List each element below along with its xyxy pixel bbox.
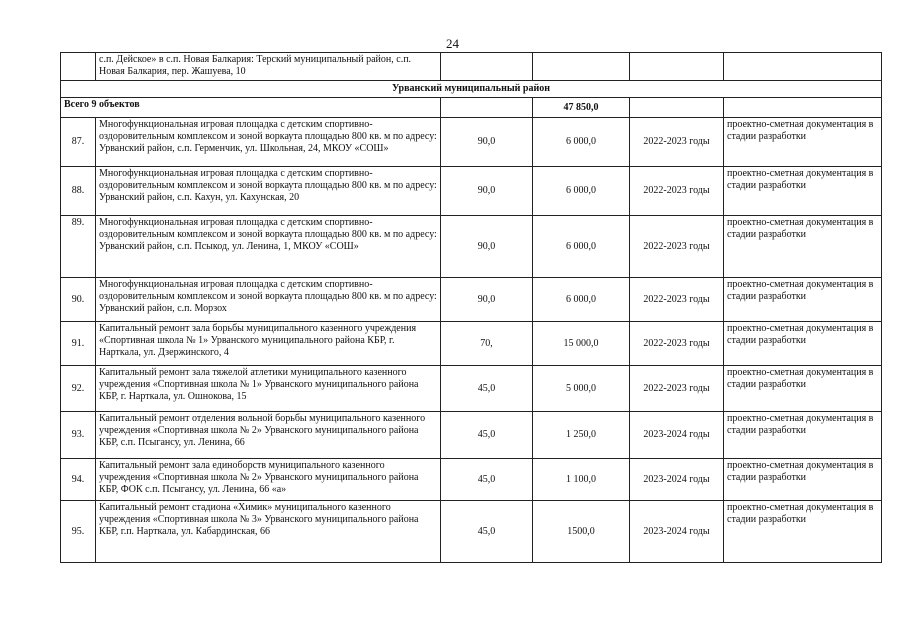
cost-value: 15 000,0 <box>533 322 630 366</box>
cost-value: 5 000,0 <box>533 366 630 412</box>
row-number: 92. <box>61 366 96 412</box>
capacity-value: 45,0 <box>441 412 533 459</box>
carry-status-cell <box>724 53 882 81</box>
status-value: проектно-сметная документация в стадии разработки <box>724 459 882 501</box>
object-name: Капитальный ремонт зала тяжелой атлетики муниципального казенного учреждения «Спортивная школа № 1» Урванского муниципального района КБР, г. Нарткала, ул. Ошнокова, 15 <box>96 366 441 412</box>
capacity-value: 45,0 <box>441 459 533 501</box>
objects-table <box>60 52 882 563</box>
capacity-value: 90,0 <box>441 278 533 322</box>
table-row <box>61 459 882 501</box>
carry-period-cell <box>630 53 724 81</box>
carry-name-cell: с.п. Дейское» в с.п. Новая Балкария: Терский муниципальный район, с.п. Новая Балкария, пер. Жашуева, 10 <box>96 53 441 81</box>
page-number: 24 <box>446 36 459 51</box>
object-name: Многофункциональная игровая площадка с детским спортивно-оздоровительным комплексом и зоной воркаута площадью 800 кв. м по адресу: Урванский район, с.п. Герменчик, ул. Школьная, 24, МКОУ «СОШ» <box>96 118 441 167</box>
status-value: проектно-сметная документация в стадии разработки <box>724 216 882 278</box>
section-row <box>61 81 882 98</box>
total-row <box>61 98 882 118</box>
object-name: Капитальный ремонт стадиона «Химик» муниципального казенного учреждения «Спортивная школа № 3» Урванского муниципального района КБР, г.п. Нарткала, ул. Кабардинская, 66 <box>96 501 441 563</box>
object-name: Капитальный ремонт зала единоборств муниципального казенного учреждения «Спортивная школа № 2» Урванского муниципального района КБР, ФОК с.п. Псыгансу, ул. Ленина, 66 «а» <box>96 459 441 501</box>
object-name: Многофункциональная игровая площадка с детским спортивно-оздоровительным комплексом и зоной воркаута площадью 800 кв. м по адресу: Урванский район, с.п. Морзох <box>96 278 441 322</box>
table-row <box>61 118 882 167</box>
table-row <box>61 366 882 412</box>
carry-cost-cell <box>533 53 630 81</box>
table-row <box>61 322 882 366</box>
status-value: проектно-сметная документация в стадии разработки <box>724 366 882 412</box>
capacity-value: 70, <box>441 322 533 366</box>
status-value: проектно-сметная документация в стадии разработки <box>724 322 882 366</box>
object-name: Капитальный ремонт отделения вольной борьбы муниципального казенного учреждения «Спортивная школа № 2» Урванского муниципального района КБР, с.п. Псыгансу, ул. Ленина, 66 <box>96 412 441 459</box>
cost-value: 1500,0 <box>533 501 630 563</box>
row-number: 88. <box>61 167 96 216</box>
table-row <box>61 412 882 459</box>
period-value: 2022-2023 годы <box>630 322 724 366</box>
period-value: 2022-2023 годы <box>630 167 724 216</box>
table-row <box>61 278 882 322</box>
cost-value: 6 000,0 <box>533 167 630 216</box>
period-value: 2023-2024 годы <box>630 459 724 501</box>
status-value: проектно-сметная документация в стадии разработки <box>724 278 882 322</box>
cost-value: 1 100,0 <box>533 459 630 501</box>
carry-cap-cell <box>441 53 533 81</box>
object-name: Капитальный ремонт зала борьбы муниципального казенного учреждения «Спортивная школа № 1» Урванского муниципального района КБР, г. Нарткала, ул. Дзержинского, 4 <box>96 322 441 366</box>
table-row <box>61 501 882 563</box>
cost-value: 6 000,0 <box>533 278 630 322</box>
cost-value: 6 000,0 <box>533 216 630 278</box>
cost-value: 6 000,0 <box>533 118 630 167</box>
capacity-value: 90,0 <box>441 118 533 167</box>
row-number: 95. <box>61 501 96 563</box>
capacity-value: 45,0 <box>441 501 533 563</box>
row-number: 90. <box>61 278 96 322</box>
carry-over-row <box>61 53 882 81</box>
status-value: проектно-сметная документация в стадии разработки <box>724 501 882 563</box>
total-label: Всего 9 объектов <box>61 98 441 118</box>
row-number: 94. <box>61 459 96 501</box>
total-period-cell <box>630 98 724 118</box>
table-row <box>61 167 882 216</box>
status-value: проектно-сметная документация в стадии разработки <box>724 412 882 459</box>
object-name: Многофункциональная игровая площадка с детским спортивно-оздоровительным комплексом и зоной воркаута площадью 800 кв. м по адресу: Урванский район, с.п. Кахун, ул. Кахунская, 20 <box>96 167 441 216</box>
row-number: 87. <box>61 118 96 167</box>
status-value: проектно-сметная документация в стадии разработки <box>724 118 882 167</box>
period-value: 2022-2023 годы <box>630 278 724 322</box>
period-value: 2022-2023 годы <box>630 216 724 278</box>
table-row <box>61 216 882 278</box>
total-cap-cell <box>441 98 533 118</box>
object-name: Многофункциональная игровая площадка с детским спортивно-оздоровительным комплексом и зоной воркаута площадью 800 кв. м по адресу: Урванский район, с.п. Псыкод, ул. Ленина, 1, МКОУ «СОШ» <box>96 216 441 278</box>
total-status-cell <box>724 98 882 118</box>
status-value: проектно-сметная документация в стадии разработки <box>724 167 882 216</box>
total-cost: 47 850,0 <box>533 98 630 118</box>
period-value: 2023-2024 годы <box>630 501 724 563</box>
row-number: 91. <box>61 322 96 366</box>
capacity-value: 90,0 <box>441 216 533 278</box>
carry-num-cell <box>61 53 96 81</box>
row-number: 93. <box>61 412 96 459</box>
section-title: Урванский муниципальный район <box>61 81 882 98</box>
period-value: 2022-2023 годы <box>630 366 724 412</box>
capacity-value: 90,0 <box>441 167 533 216</box>
row-number: 89. <box>61 216 96 278</box>
period-value: 2023-2024 годы <box>630 412 724 459</box>
capacity-value: 45,0 <box>441 366 533 412</box>
period-value: 2022-2023 годы <box>630 118 724 167</box>
cost-value: 1 250,0 <box>533 412 630 459</box>
